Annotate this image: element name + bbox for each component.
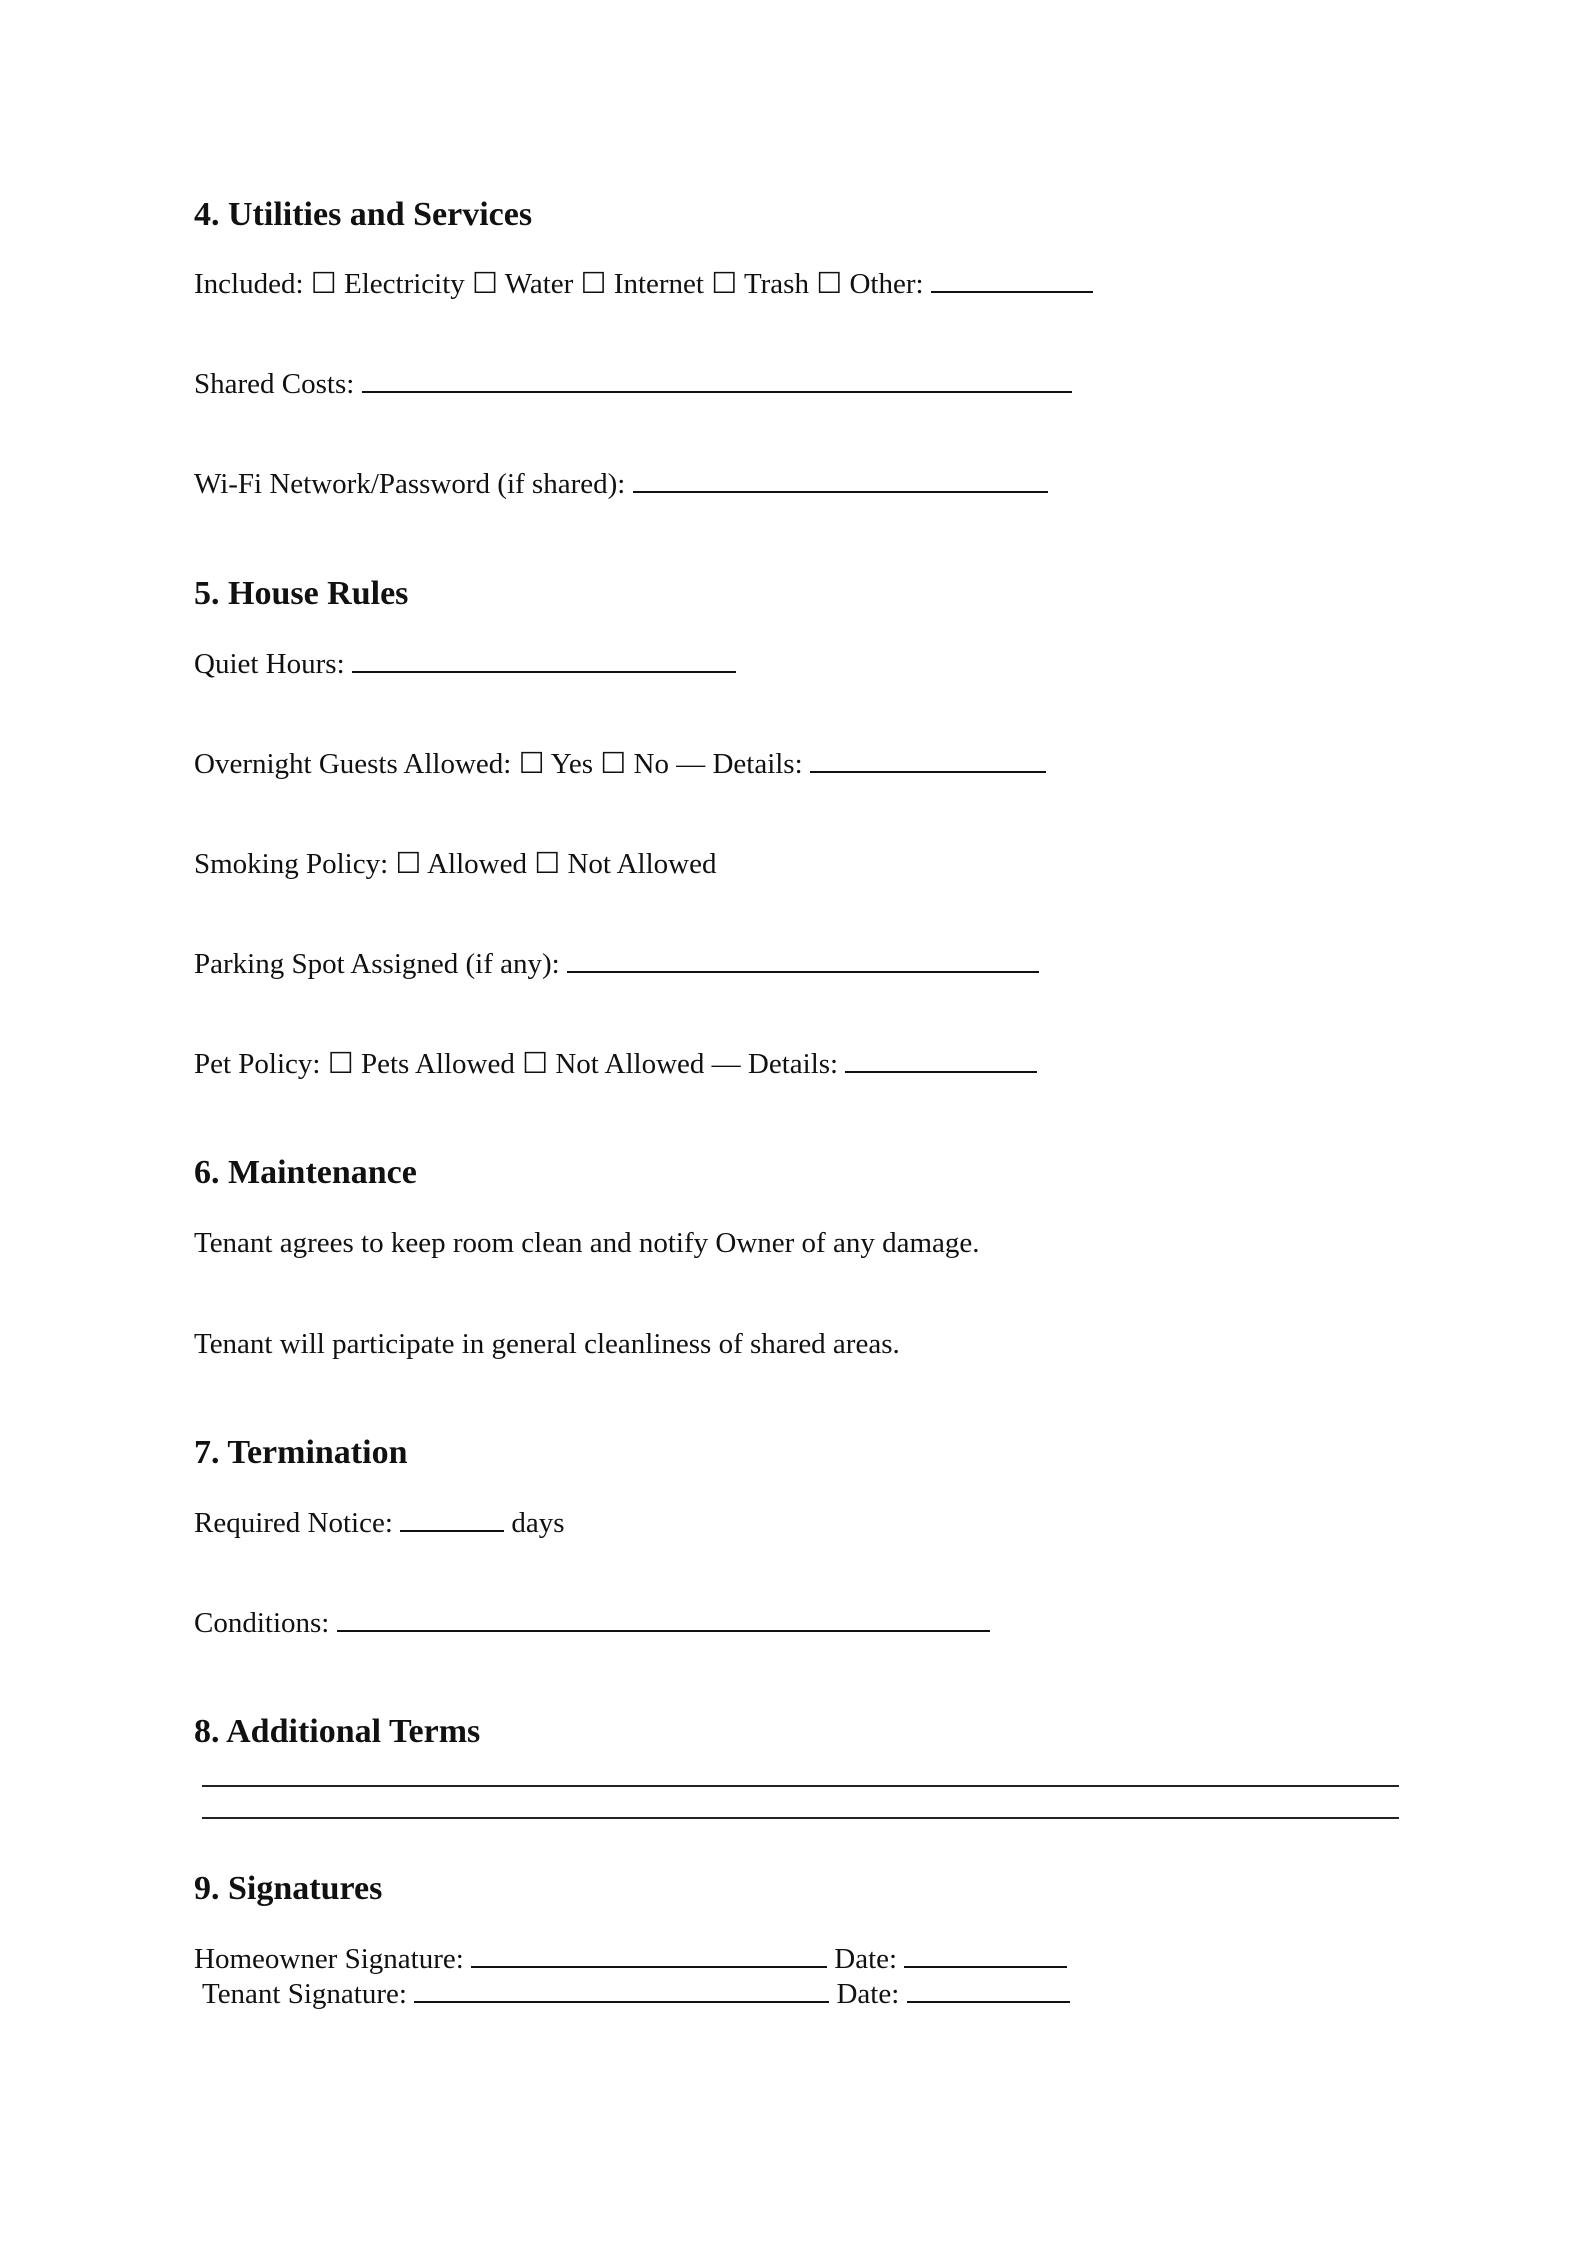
conditions-label: Conditions: <box>194 1607 330 1639</box>
smoking-allowed-label: Allowed <box>427 848 527 880</box>
shared-costs-blank[interactable] <box>362 367 1072 393</box>
tenant-signature-blank[interactable] <box>414 1977 829 2003</box>
conditions-row <box>194 1605 990 1641</box>
included-label: Included: <box>194 268 304 300</box>
parking-blank[interactable] <box>567 947 1039 973</box>
checkbox-pets-not-allowed[interactable]: ☐ <box>522 1048 549 1080</box>
guests-label: Overnight Guests Allowed: <box>194 748 512 780</box>
wifi-blank[interactable] <box>633 467 1048 493</box>
pet-policy-row <box>194 1046 1037 1082</box>
conditions-blank[interactable] <box>337 1606 990 1632</box>
wifi-row <box>194 466 1048 502</box>
option-other: Other: <box>849 268 924 300</box>
checkbox-trash[interactable]: ☐ <box>711 268 738 300</box>
quiet-hours-blank[interactable] <box>352 647 736 673</box>
parking-label: Parking Spot Assigned (if any): <box>194 948 560 980</box>
guests-no-label: No <box>633 748 669 780</box>
homeowner-date-blank[interactable] <box>904 1942 1067 1968</box>
pet-policy-label: Pet Policy: <box>194 1048 321 1080</box>
guests-details-label: — Details: <box>676 748 803 780</box>
tenant-signature-label: Tenant Signature: <box>202 1978 407 2010</box>
homeowner-date-label: Date: <box>834 1943 898 1975</box>
checkbox-guests-yes[interactable]: ☐ <box>518 748 545 780</box>
notice-days-blank[interactable] <box>400 1506 504 1532</box>
checkbox-other[interactable]: ☐ <box>816 268 843 300</box>
section-heading-utilities: 4. Utilities and Services <box>194 196 533 233</box>
shared-costs-row <box>194 366 1072 402</box>
option-internet: Internet <box>613 268 704 300</box>
section-heading-termination: 7. Termination <box>194 1434 408 1471</box>
checkbox-smoking-allowed[interactable]: ☐ <box>395 848 422 880</box>
tenant-date-blank[interactable] <box>907 1977 1070 2003</box>
checkbox-guests-no[interactable]: ☐ <box>600 748 627 780</box>
additional-terms-line-2[interactable] <box>202 1817 1399 1819</box>
parking-row <box>194 946 1039 982</box>
checkbox-internet[interactable]: ☐ <box>580 268 607 300</box>
maintenance-line-1: Tenant agrees to keep room clean and notify Owner of any damage. <box>194 1227 980 1259</box>
pets-allowed-label: Pets Allowed <box>360 1048 515 1080</box>
additional-terms-line-1[interactable] <box>202 1785 1399 1787</box>
option-water: Water <box>504 268 574 300</box>
tenant-date-label: Date: <box>836 1978 900 2010</box>
other-utilities-blank[interactable] <box>931 267 1093 293</box>
pets-not-allowed-label: Not Allowed <box>555 1048 705 1080</box>
checkbox-smoking-not-allowed[interactable]: ☐ <box>534 848 561 880</box>
option-trash: Trash <box>743 268 809 300</box>
quiet-hours-label: Quiet Hours: <box>194 648 345 680</box>
checkbox-pets-allowed[interactable]: ☐ <box>327 1048 354 1080</box>
section-heading-house-rules: 5. House Rules <box>194 575 409 612</box>
utilities-included-row <box>194 266 1093 302</box>
tenant-signature-row <box>202 1976 1070 2012</box>
guests-details-blank[interactable] <box>810 747 1046 773</box>
section-heading-maintenance: 6. Maintenance <box>194 1154 417 1191</box>
smoking-label: Smoking Policy: <box>194 848 389 880</box>
notice-label: Required Notice: <box>194 1507 393 1539</box>
pet-details-blank[interactable] <box>845 1047 1037 1073</box>
checkbox-water[interactable]: ☐ <box>472 268 499 300</box>
maintenance-line-2: Tenant will participate in general cleanliness of shared areas. <box>194 1328 900 1360</box>
homeowner-signature-row <box>194 1941 1067 1977</box>
pet-details-label: — Details: <box>711 1048 839 1080</box>
quiet-hours-row <box>194 646 736 682</box>
guests-row <box>194 746 1046 782</box>
shared-costs-label: Shared Costs: <box>194 368 355 400</box>
checkbox-electricity[interactable]: ☐ <box>310 268 337 300</box>
option-electricity: Electricity <box>344 268 465 300</box>
wifi-label: Wi-Fi Network/Password (if shared): <box>194 468 626 500</box>
homeowner-signature-blank[interactable] <box>471 1942 827 1968</box>
guests-yes-label: Yes <box>550 748 593 780</box>
section-heading-signatures: 9. Signatures <box>194 1870 383 1907</box>
section-heading-additional-terms: 8. Additional Terms <box>194 1713 481 1750</box>
smoking-not-allowed-label: Not Allowed <box>567 848 717 880</box>
smoking-row <box>194 846 716 882</box>
notice-unit: days <box>511 1507 565 1539</box>
homeowner-signature-label: Homeowner Signature: <box>194 1943 464 1975</box>
notice-row <box>194 1505 565 1541</box>
